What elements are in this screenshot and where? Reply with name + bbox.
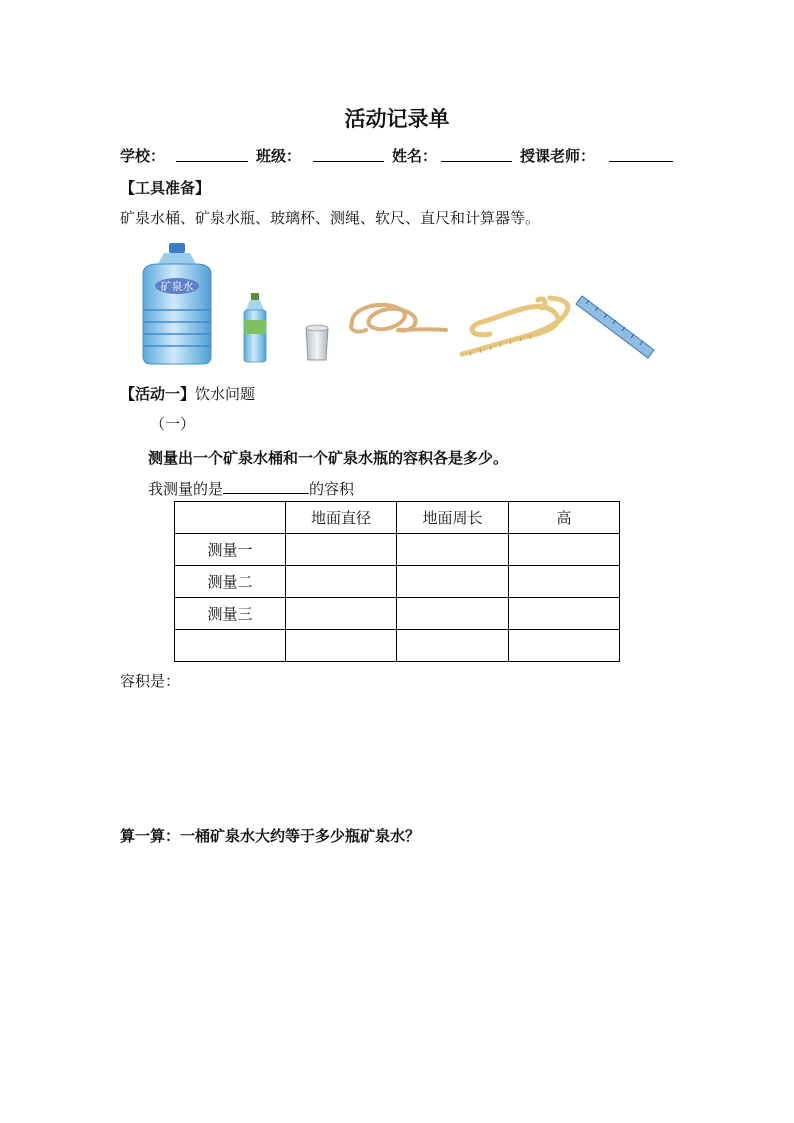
class-blank[interactable] [313, 161, 384, 162]
water-bucket-icon [143, 243, 211, 364]
table-input-cell[interactable] [397, 598, 509, 630]
table-row [175, 566, 620, 598]
activity1-heading-text: 饮水问题 [195, 385, 256, 403]
measure-object-blank[interactable] [223, 479, 309, 494]
table-header-cell: 地面直径 [286, 502, 397, 534]
table-row [175, 598, 620, 630]
measure-suffix: 的容积 [309, 480, 355, 498]
page-title: 活动记录单 [344, 107, 450, 131]
table-row [175, 534, 620, 566]
activity1-heading [120, 383, 255, 404]
tape-measure-icon [462, 298, 568, 354]
row-label-cell: 测量一 [175, 534, 286, 566]
table-header-cell: 地面周长 [397, 502, 509, 534]
table-header-cell [175, 502, 286, 534]
tools-heading: 【工具准备】 [120, 179, 211, 197]
row-label-cell: 测量二 [175, 566, 286, 598]
activity1-task: 测量出一个矿泉水桶和一个矿泉水瓶的容积各是多少。 [148, 449, 509, 467]
table-row [175, 630, 620, 662]
measure-prefix: 我测量的是 [148, 480, 224, 498]
bucket-label: 矿泉水 [160, 280, 194, 293]
table-input-cell[interactable] [509, 630, 620, 662]
activity1-part-label: （一） [150, 415, 196, 433]
teacher-label: 授课老师： [520, 147, 596, 165]
tools-description: 矿泉水桶、矿泉水瓶、玻璃杯、测绳、软尺、直尺和计算器等。 [120, 209, 541, 227]
name-blank[interactable] [441, 161, 512, 162]
class-label: 班级： [256, 147, 302, 165]
measure-object-line [148, 478, 354, 499]
table-input-cell[interactable] [397, 566, 509, 598]
row-label-cell[interactable] [175, 630, 286, 662]
table-header-cell: 高 [509, 502, 620, 534]
measuring-rope-icon [351, 305, 446, 332]
activity1-heading-bracket: 【活动一】 [120, 385, 196, 403]
table-input-cell[interactable] [286, 534, 397, 566]
table-input-cell[interactable] [509, 598, 620, 630]
table-input-cell[interactable] [509, 534, 620, 566]
table-input-cell[interactable] [397, 630, 509, 662]
school-label: 学校： [120, 147, 166, 165]
ruler-icon [576, 296, 654, 358]
table-input-cell[interactable] [509, 566, 620, 598]
water-bottle-icon [244, 293, 266, 362]
measurement-table [174, 501, 620, 662]
calc-prompt: 算一算：一桶矿泉水大约等于多少瓶矿泉水？ [120, 827, 421, 845]
table-header-row [175, 502, 620, 534]
row-label-cell: 测量三 [175, 598, 286, 630]
table-input-cell[interactable] [286, 598, 397, 630]
school-blank[interactable] [176, 161, 248, 162]
tools-illustration [130, 238, 670, 368]
table-input-cell[interactable] [286, 630, 397, 662]
glass-cup-icon [306, 325, 328, 360]
volume-label: 容积是： [120, 672, 181, 690]
table-input-cell[interactable] [397, 534, 509, 566]
name-label: 姓名： [392, 147, 438, 165]
teacher-blank[interactable] [609, 161, 673, 162]
table-input-cell[interactable] [286, 566, 397, 598]
